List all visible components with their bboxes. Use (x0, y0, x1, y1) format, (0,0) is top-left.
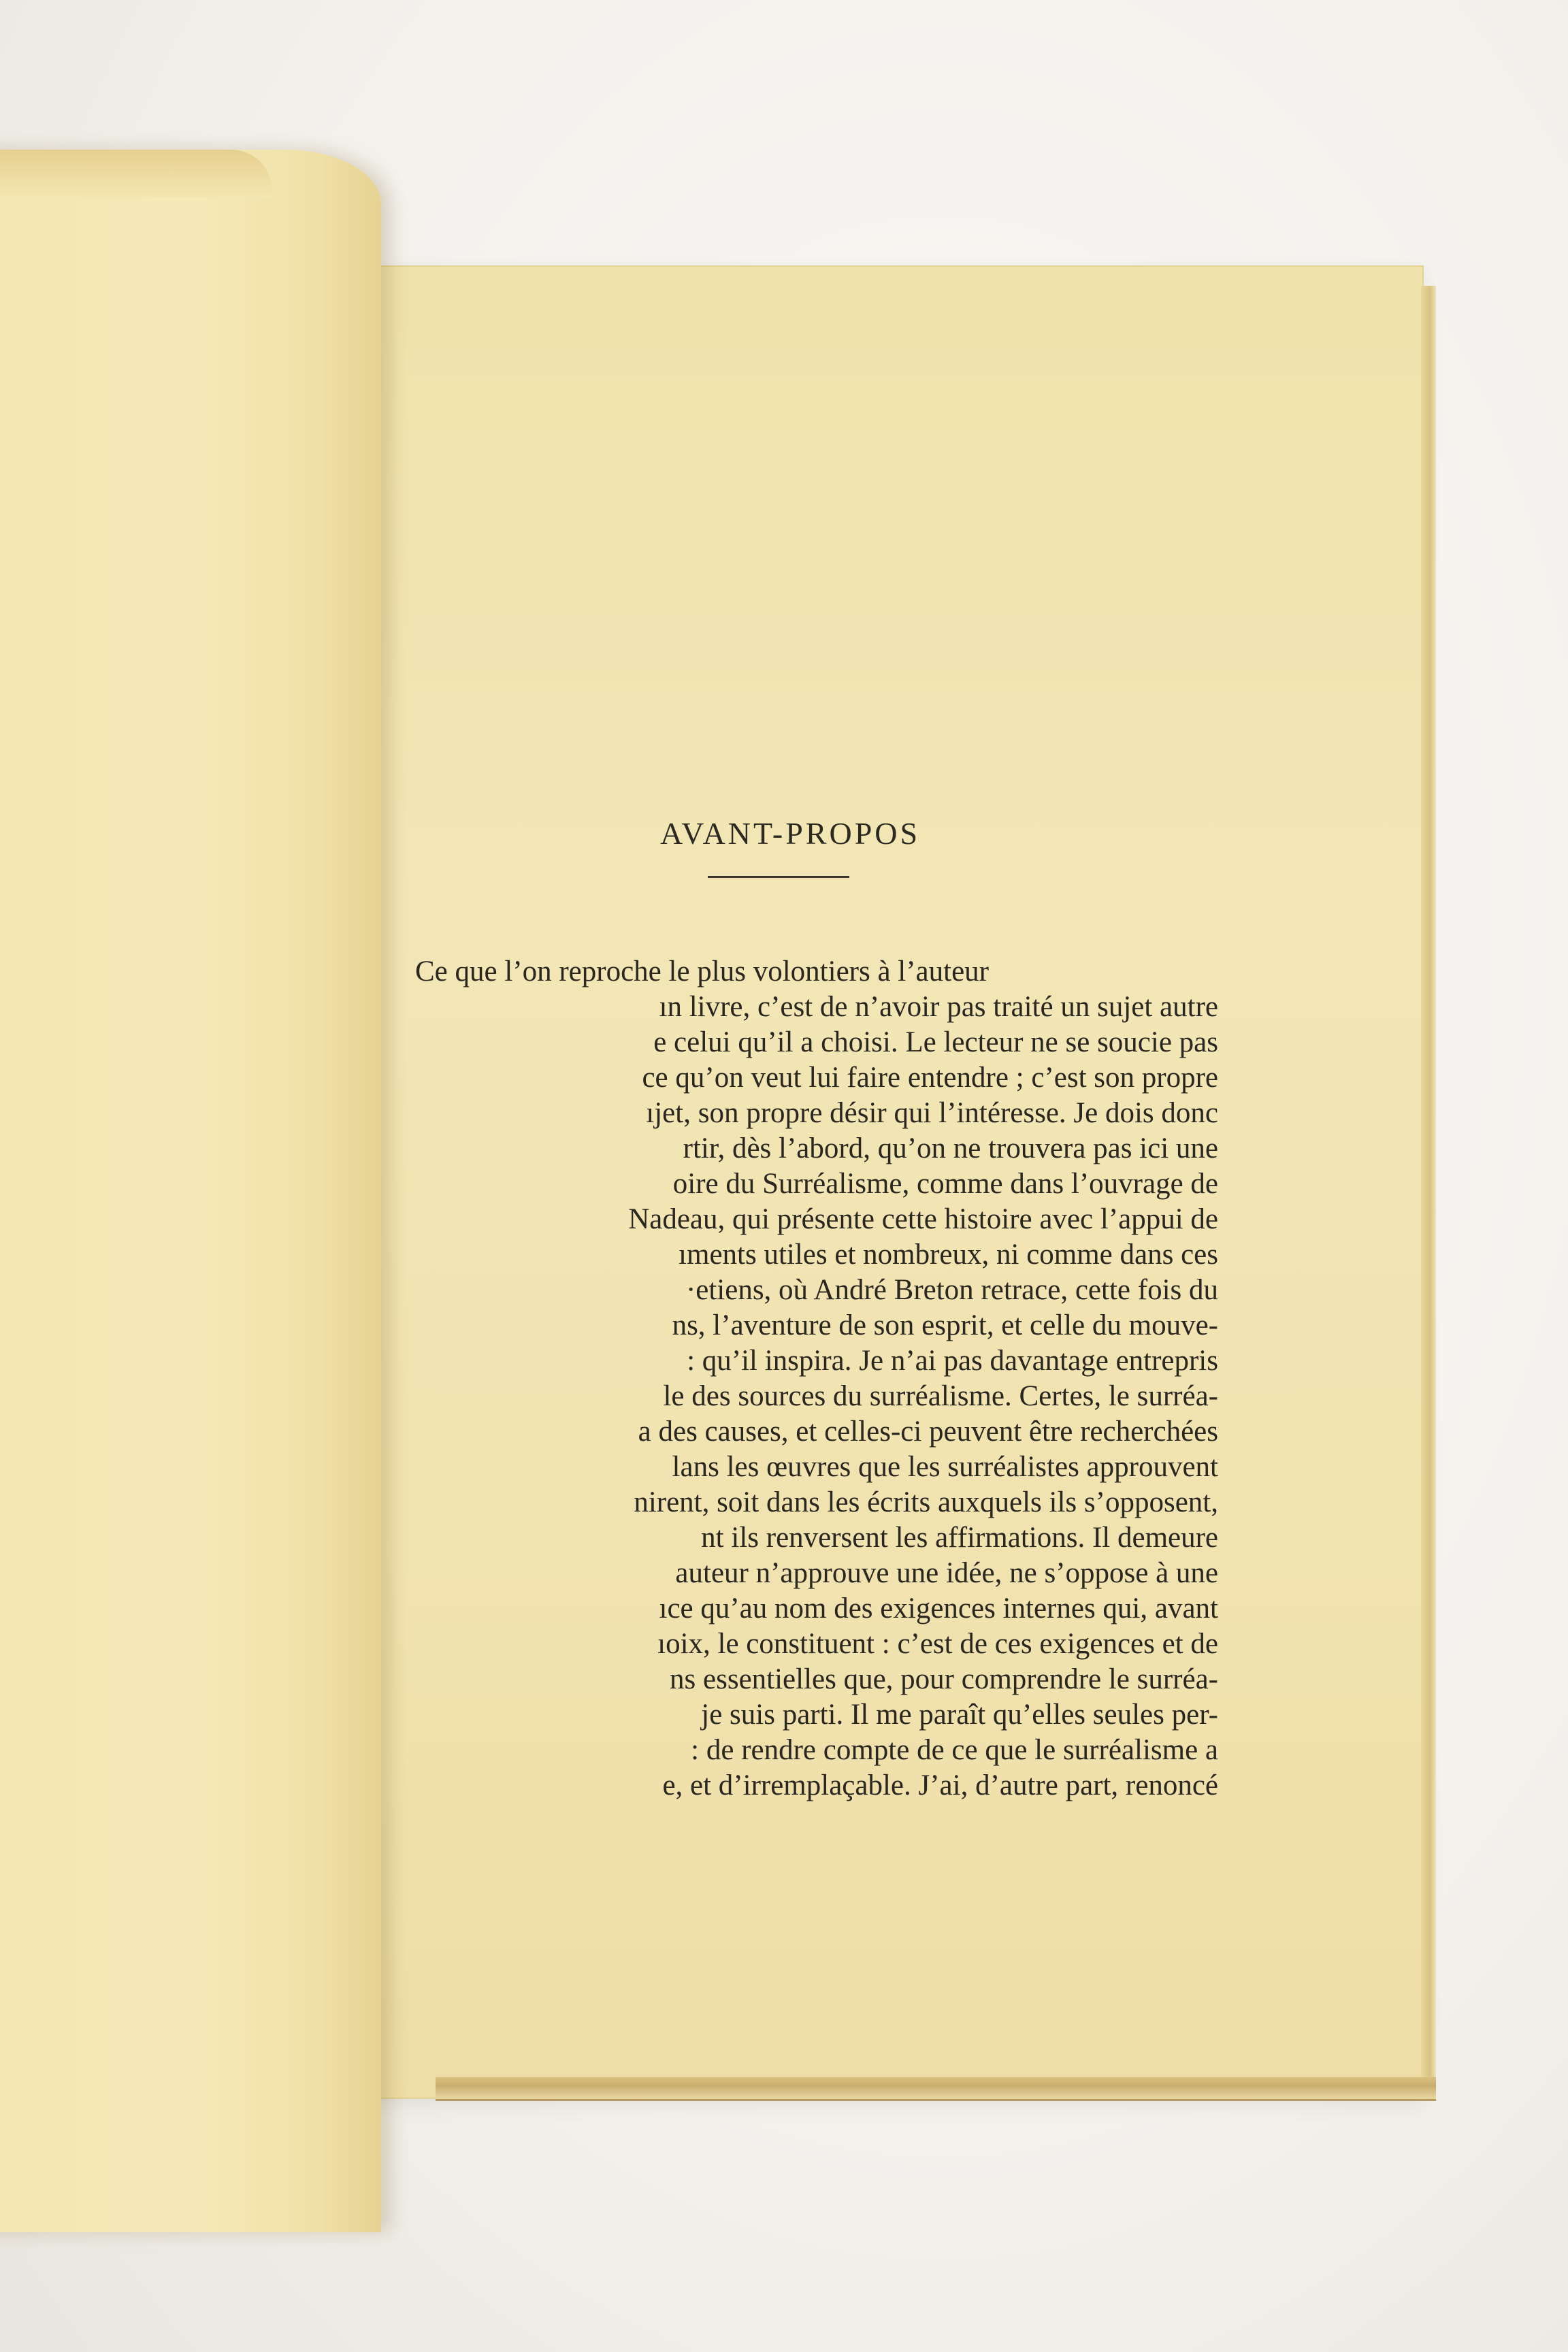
text-line: ıments utiles et nombreux, ni comme dans ces (679, 1239, 1218, 1271)
text-line: lans les œuvres que les surréalistes approuvent (672, 1451, 1218, 1483)
page-stack-edge (436, 2077, 1436, 2101)
title-underline (708, 876, 849, 878)
text-line: auteur n’approuve une idée, ne s’oppose à une (675, 1557, 1218, 1589)
text-line: ıce qu’au nom des exigences internes qui, avant (659, 1592, 1218, 1624)
text-line: rtir, dès l’abord, qu’on ne trouvera pas ici une (683, 1132, 1218, 1164)
text-line: le des sources du surréalisme. Certes, le surréa- (663, 1380, 1218, 1412)
text-line: oire du Surréalisme, comme dans l’ouvrage de (672, 1168, 1218, 1200)
text-line: ns, l’aventure de son esprit, et celle du mouve- (672, 1309, 1218, 1341)
right-page-edge (1421, 286, 1436, 2082)
text-line: ıoix, le constituent : c’est de ces exigences et de (657, 1628, 1218, 1660)
text-line: ·etiens, où André Breton retrace, cette fois du (685, 1274, 1218, 1306)
text-line: nt ils renversent les affirmations. Il demeure (701, 1522, 1218, 1554)
text-line: a des causes, et celles-ci peuvent être recherchées (638, 1416, 1218, 1448)
text-line: e, et d’irremplaçable. J’ai, d’autre part, renoncé (662, 1769, 1218, 1801)
page-title: AVANT-PROPOS (660, 816, 921, 851)
text-line: ın livre, c’est de n’avoir pas traité un sujet autre (659, 991, 1218, 1023)
text-line: ıjet, son propre désir qui l’intéresse. Je dois donc (646, 1097, 1218, 1129)
text-line: : de rendre compte de ce que le surréalisme a (691, 1734, 1218, 1766)
text-line: Nadeau, qui présente cette histoire avec l’appui de (628, 1203, 1218, 1235)
text-line: Ce que l’on reproche le plus volontiers à l’auteur (415, 956, 989, 987)
text-line: e celui qu’il a choisi. Le lecteur ne se soucie pas (653, 1026, 1218, 1058)
left-curled-page (0, 150, 381, 2232)
text-line: ns essentielles que, pour comprendre le surréa- (670, 1663, 1218, 1695)
text-line: ce qu’on veut lui faire entendre ; c’est son propre (642, 1062, 1218, 1094)
left-page-top-edge (0, 150, 272, 197)
text-line: je suis parti. Il me paraît qu’elles seules per- (701, 1699, 1218, 1731)
text-line: nirent, soit dans les écrits auxquels ils s’opposent, (634, 1486, 1218, 1518)
text-line: : qu’il inspira. Je n’ai pas davantage entrepris (687, 1345, 1218, 1377)
body-text (415, 954, 1218, 1803)
